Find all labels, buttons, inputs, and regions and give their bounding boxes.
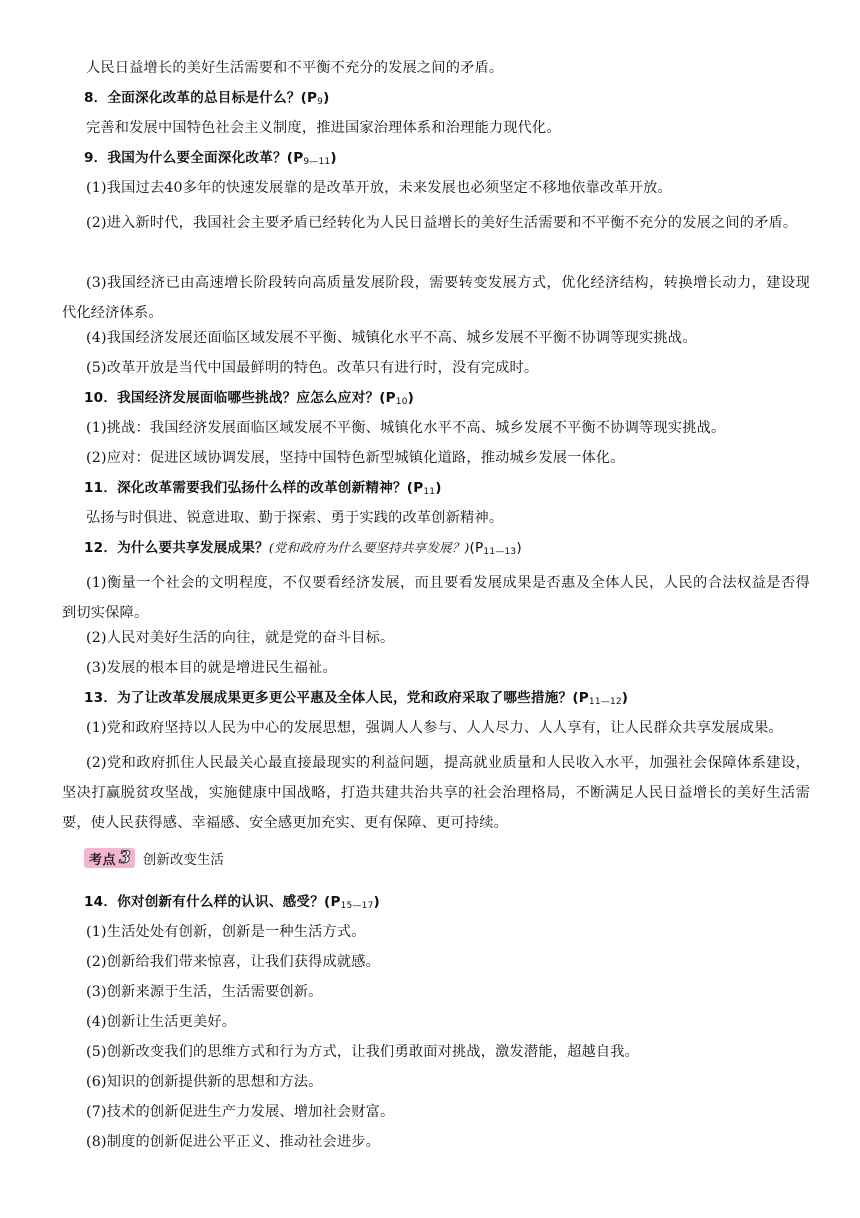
answer-14-1: (1)生活处处有创新，创新是一种生活方式。 (86, 924, 366, 940)
answer-11: 弘扬与时俱进、锐意进取、勤于探索、勇于实践的改革创新精神。 (86, 510, 504, 526)
question-11: 11．深化改革需要我们弘扬什么样的改革创新精神？$(P_{11})$ (84, 480, 442, 497)
section-title: 创新改变生活 (142, 852, 224, 868)
answer-14-5: (5)创新改变我们的思维方式和行为方式，让我们勇敢面对挑战，激发潜能，超越自我。 (86, 1044, 640, 1060)
answer-14-2: (2)创新给我们带来惊喜，让我们获得成就感。 (86, 954, 381, 970)
answer-13-1: (1)党和政府坚持以人民为中心的发展思想，强调人人参与、人人尽力、人人享有，让人民群众共享发展成果。 (86, 720, 783, 736)
question-14: 14．你对创新有什么样的认识、感受？$(P_{15—17})$ (84, 894, 380, 911)
answer-14-6: (6)知识的创新提供新的思想和方法。 (86, 1074, 323, 1090)
answer-9-2: (2)进入新时代，我国社会主要矛盾已经转化为人民日益增长的美好生活需要和不平衡不充分的发展之间的矛盾。 (86, 215, 798, 231)
question-10: 10．我国经济发展面临哪些挑战？应怎么应对？$(P_{10})$ (84, 390, 415, 407)
section-badge-label: 考点 (89, 852, 117, 868)
section-badge (84, 848, 135, 868)
answer-14-4: (4)创新让生活更美好。 (86, 1014, 237, 1030)
answer-13-2: (2)党和政府抓住人民最关心最直接最现实的利益问题，提高就业质量和人民收入水平，加强社会保障体系建设，坚决打赢脱贫攻坚战，实施健康中国战略，打造共建共治共享的社会治理格局，不断满足人民日益增长的美好生活需要，使人民获得感、幸福感、安全感更加充实、更有保障、更可持续。 (62, 755, 810, 831)
answer-10-2: (2)应对：促进区域协调发展，坚持中国特色新型城镇化道路，推动城乡发展一体化。 (86, 450, 625, 466)
answer-9-5: (5)改革开放是当代中国最鲜明的特色。改革只有进行时，没有完成时。 (86, 360, 539, 376)
answer-12-3: (3)发展的根本目的就是增进民生福祉。 (86, 660, 337, 676)
answer-14-7: (7)技术的创新促进生产力发展、增加社会财富。 (86, 1104, 395, 1120)
question-12: 12．为什么要共享发展成果？(党和政府为什么要坚持共享发展？)$(P_{11—13})$ (84, 540, 522, 557)
answer-14-8: (8)制度的创新促进公平正义、推动社会进步。 (86, 1134, 381, 1150)
question-9: 9．我国为什么要全面深化改革？$(P_{9—11})$ (84, 150, 337, 167)
answer-12-1: (1)衡量一个社会的文明程度，不仅要看经济发展，而且要看发展成果是否惠及全体人民，人民的合法权益是否得到切实保障。 (62, 575, 810, 621)
answer-12-2: (2)人民对美好生活的向往，就是党的奋斗目标。 (86, 630, 395, 646)
answer-9-4: (4)我国经济发展还面临区域发展不平衡、城镇化水平不高、城乡发展不平衡不协调等现实挑战。 (86, 330, 697, 346)
answer-14-3: (3)创新来源于生活，生活需要创新。 (86, 984, 323, 1000)
answer-8: 完善和发展中国特色社会主义制度，推进国家治理体系和治理能力现代化。 (86, 120, 561, 136)
answer-10-1: (1)挑战：我国经济发展面临区域发展不平衡、城镇化水平不高、城乡发展不平衡不协调等现实挑战。 (86, 420, 726, 436)
answer-9-1: (1)我国过去40多年的快速发展靠的是改革开放，未来发展也必须坚定不移地依靠改革开放。 (86, 180, 672, 196)
paragraph-line: 人民日益增长的美好生活需要和不平衡不充分的发展之间的矛盾。 (86, 60, 504, 76)
section-heading (84, 847, 224, 869)
section-badge-number: 3 (119, 848, 131, 868)
question-8: 8．全面深化改革的总目标是什么？$(P_9)$ (84, 90, 330, 107)
question-13: 13．为了让改革发展成果更多更公平惠及全体人民，党和政府采取了哪些措施？$(P_{11—12})$ (84, 690, 629, 707)
answer-9-3: (3)我国经济已由高速增长阶段转向高质量发展阶段，需要转变发展方式，优化经济结构，转换增长动力，建设现代化经济体系。 (62, 275, 810, 321)
